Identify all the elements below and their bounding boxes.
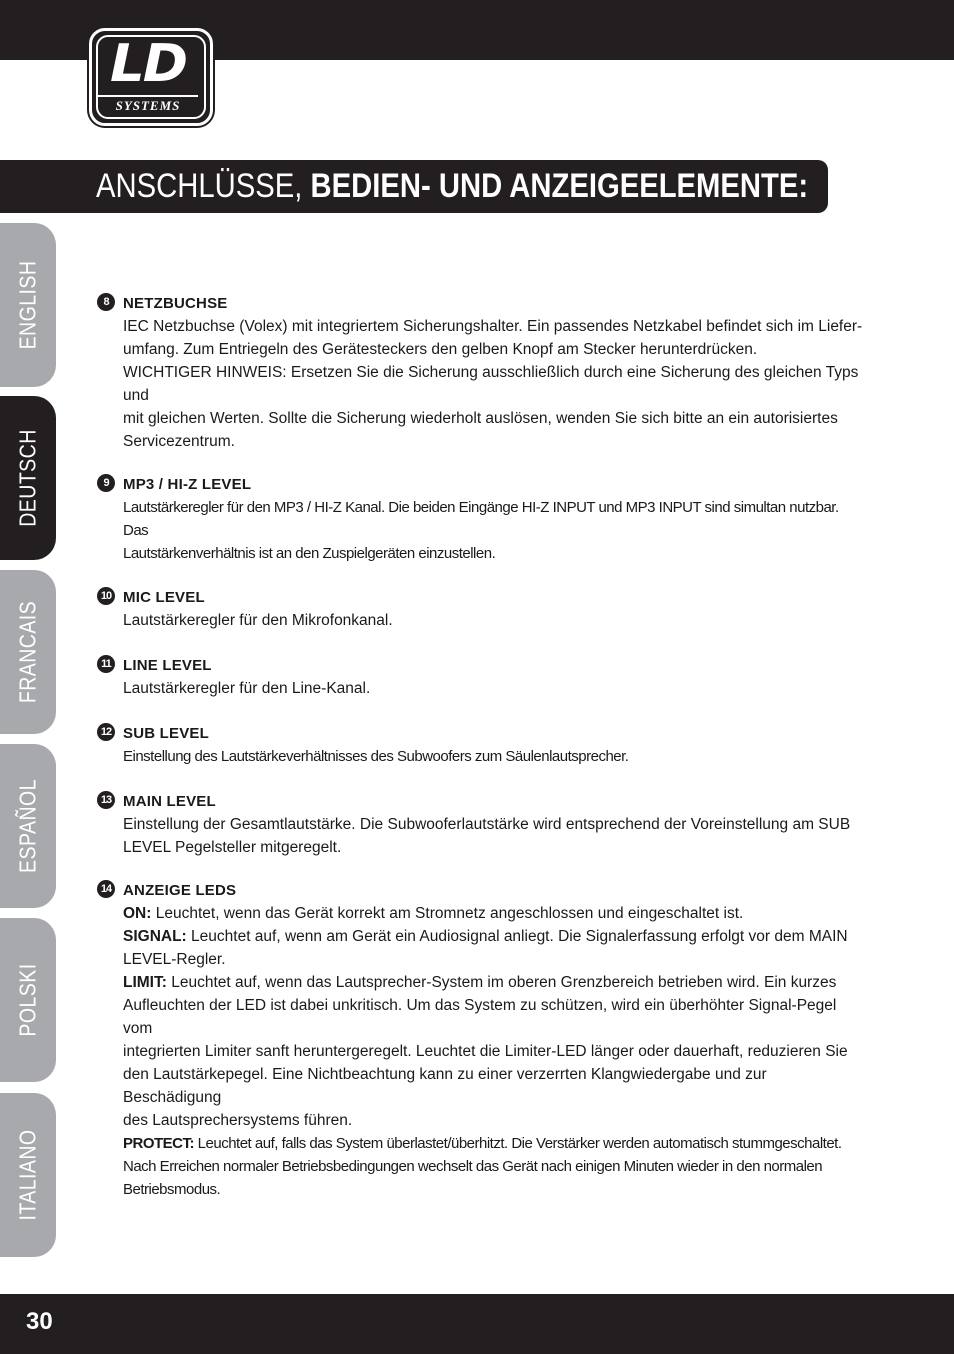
led-signal-description xyxy=(123,925,866,948)
item-text-line: umfang. Zum Entriegeln des Gerätesteckers den gelben Knopf am Stecker herunterdrücken. xyxy=(123,341,758,358)
item-number-badge: 13 xyxy=(97,791,115,809)
item-text-line: Lautstärkeregler für den MP3 / HI-Z Kanal. Die beiden Eingänge HI-Z INPUT und MP3 INPUT sind simultan nutzbar. Das xyxy=(123,499,839,539)
item-number-badge: 9 xyxy=(97,474,115,492)
item-text-line: des Lautsprechersystems führen. xyxy=(123,1112,353,1129)
item-heading: MP3 / HI-Z LEVEL xyxy=(123,476,252,493)
item-number-badge: 10 xyxy=(97,587,115,605)
item-main-level xyxy=(96,790,866,859)
led-signal-text: Leuchtet auf, wenn am Gerät ein Audiosignal anliegt. Die Signalerfassung erfolgt vor dem MAIN xyxy=(191,928,848,945)
item-text-line: Lautstärkenverhältnis ist an den Zuspielgeräten einzustellen. xyxy=(123,545,496,562)
tab-francais[interactable] xyxy=(0,570,56,734)
bottom-bar xyxy=(0,1294,954,1354)
item-number-badge: 12 xyxy=(97,723,115,741)
led-protect-text: Leuchtet auf, falls das System überlastet/überhitzt. Die Verstärker werden automatisch stummgeschaltet. xyxy=(197,1135,842,1152)
item-anzeige-leds xyxy=(96,879,866,1201)
item-heading: MIC LEVEL xyxy=(123,589,205,606)
tab-label: POLSKI xyxy=(14,963,41,1037)
item-sub-level xyxy=(96,722,866,768)
led-limit-description xyxy=(123,971,866,994)
item-text-line: mit gleichen Werten. Sollte die Sicherung wiederholt auslösen, wenden Sie sich bitte an ein autorisiertes xyxy=(123,410,838,427)
title-bold-part: BEDIEN- UND ANZEIGEELEMENTE: xyxy=(310,167,809,205)
item-mp3-hiz-level xyxy=(96,473,866,565)
item-mic-level xyxy=(96,586,866,632)
led-signal-label: SIGNAL: xyxy=(123,928,187,945)
ld-systems-logo xyxy=(89,28,213,126)
item-text-line: Servicezentrum. xyxy=(123,433,235,450)
item-number-badge: 14 xyxy=(97,880,115,898)
item-heading: MAIN LEVEL xyxy=(123,793,216,810)
section-title-bar xyxy=(0,160,828,213)
item-text-line: LEVEL-Regler. xyxy=(123,951,226,968)
tab-polski[interactable] xyxy=(0,918,56,1082)
tab-label: DEUTSCH xyxy=(14,429,41,527)
title-light-part: ANSCHLÜSSE, xyxy=(96,167,303,205)
item-text-line: IEC Netzbuchse (Volex) mit integriertem Sicherungshalter. Ein passendes Netzkabel befindet sich im Liefer- xyxy=(123,318,863,335)
item-text-line: Betriebsmodus. xyxy=(123,1181,221,1198)
item-heading: ANZEIGE LEDS xyxy=(123,882,237,899)
led-protect-label: PROTECT: xyxy=(123,1135,194,1152)
item-number-badge: 11 xyxy=(97,655,115,673)
item-netzbuchse xyxy=(96,292,866,453)
item-text-line: Lautstärkeregler für den Line-Kanal. xyxy=(123,680,371,697)
item-number-badge: 8 xyxy=(97,293,115,311)
item-heading: SUB LEVEL xyxy=(123,725,209,742)
led-on-description xyxy=(123,902,866,925)
tab-english[interactable] xyxy=(0,223,56,387)
tab-label: ENGLISH xyxy=(14,260,41,350)
tab-label: ITALIANO xyxy=(14,1129,41,1221)
led-protect-description xyxy=(123,1132,866,1155)
page-title xyxy=(96,166,808,206)
led-limit-text: Leuchtet auf, wenn das Lautsprecher-System im oberen Grenzbereich betrieben wird. Ein kurzes xyxy=(171,974,837,991)
item-line-level xyxy=(96,654,866,700)
page-number: 30 xyxy=(26,1308,53,1335)
item-text-line: den Lautstärkepegel. Eine Nichtbeachtung kann zu einer verzerrten Klangwiedergabe und zur Beschädigung xyxy=(123,1066,767,1106)
item-heading: LINE LEVEL xyxy=(123,657,212,674)
logo-systems-text: SYSTEMS xyxy=(98,95,198,114)
content-area xyxy=(96,292,866,1201)
item-text-line: Aufleuchten der LED ist dabei unkritisch. Um das System zu schützen, wird ein überhöhter Signal-Pegel vom xyxy=(123,997,837,1037)
item-heading: NETZBUCHSE xyxy=(123,295,228,312)
led-on-label: ON: xyxy=(123,905,152,922)
item-text-line: Nach Erreichen normaler Betriebsbedingungen wechselt das Gerät nach einigen Minuten wieder in den normalen xyxy=(123,1158,823,1175)
tab-espanol[interactable] xyxy=(0,744,56,908)
item-text-line: Einstellung des Lautstärkeverhältnisses des Subwoofers zum Säulenlautsprecher. xyxy=(123,748,629,765)
tab-deutsch[interactable] xyxy=(0,396,56,560)
tab-label: ESPAÑOL xyxy=(14,779,41,873)
item-text-line: Lautstärkeregler für den Mikrofonkanal. xyxy=(123,612,393,629)
item-text-line: Einstellung der Gesamtlautstärke. Die Subwooferlautstärke wird entsprechend der Voreinstellung am SUB xyxy=(123,816,851,833)
item-text-line: integrierten Limiter sanft heruntergeregelt. Leuchtet die Limiter-LED länger oder dauerhaft, reduzieren Sie xyxy=(123,1043,848,1060)
tab-italiano[interactable] xyxy=(0,1093,56,1257)
logo-ld-text: LD xyxy=(110,34,186,94)
item-text-line: LEVEL Pegelsteller mitgeregelt. xyxy=(123,839,342,856)
led-on-text: Leuchtet, wenn das Gerät korrekt am Stromnetz angeschlossen und eingeschaltet ist. xyxy=(155,905,744,922)
tab-label: FRANCAIS xyxy=(14,600,41,704)
led-limit-label: LIMIT: xyxy=(123,974,167,991)
item-text-line: WICHTIGER HINWEIS: Ersetzen Sie die Sicherung ausschließlich durch eine Sicherung des gleichen Typs und xyxy=(123,364,859,404)
